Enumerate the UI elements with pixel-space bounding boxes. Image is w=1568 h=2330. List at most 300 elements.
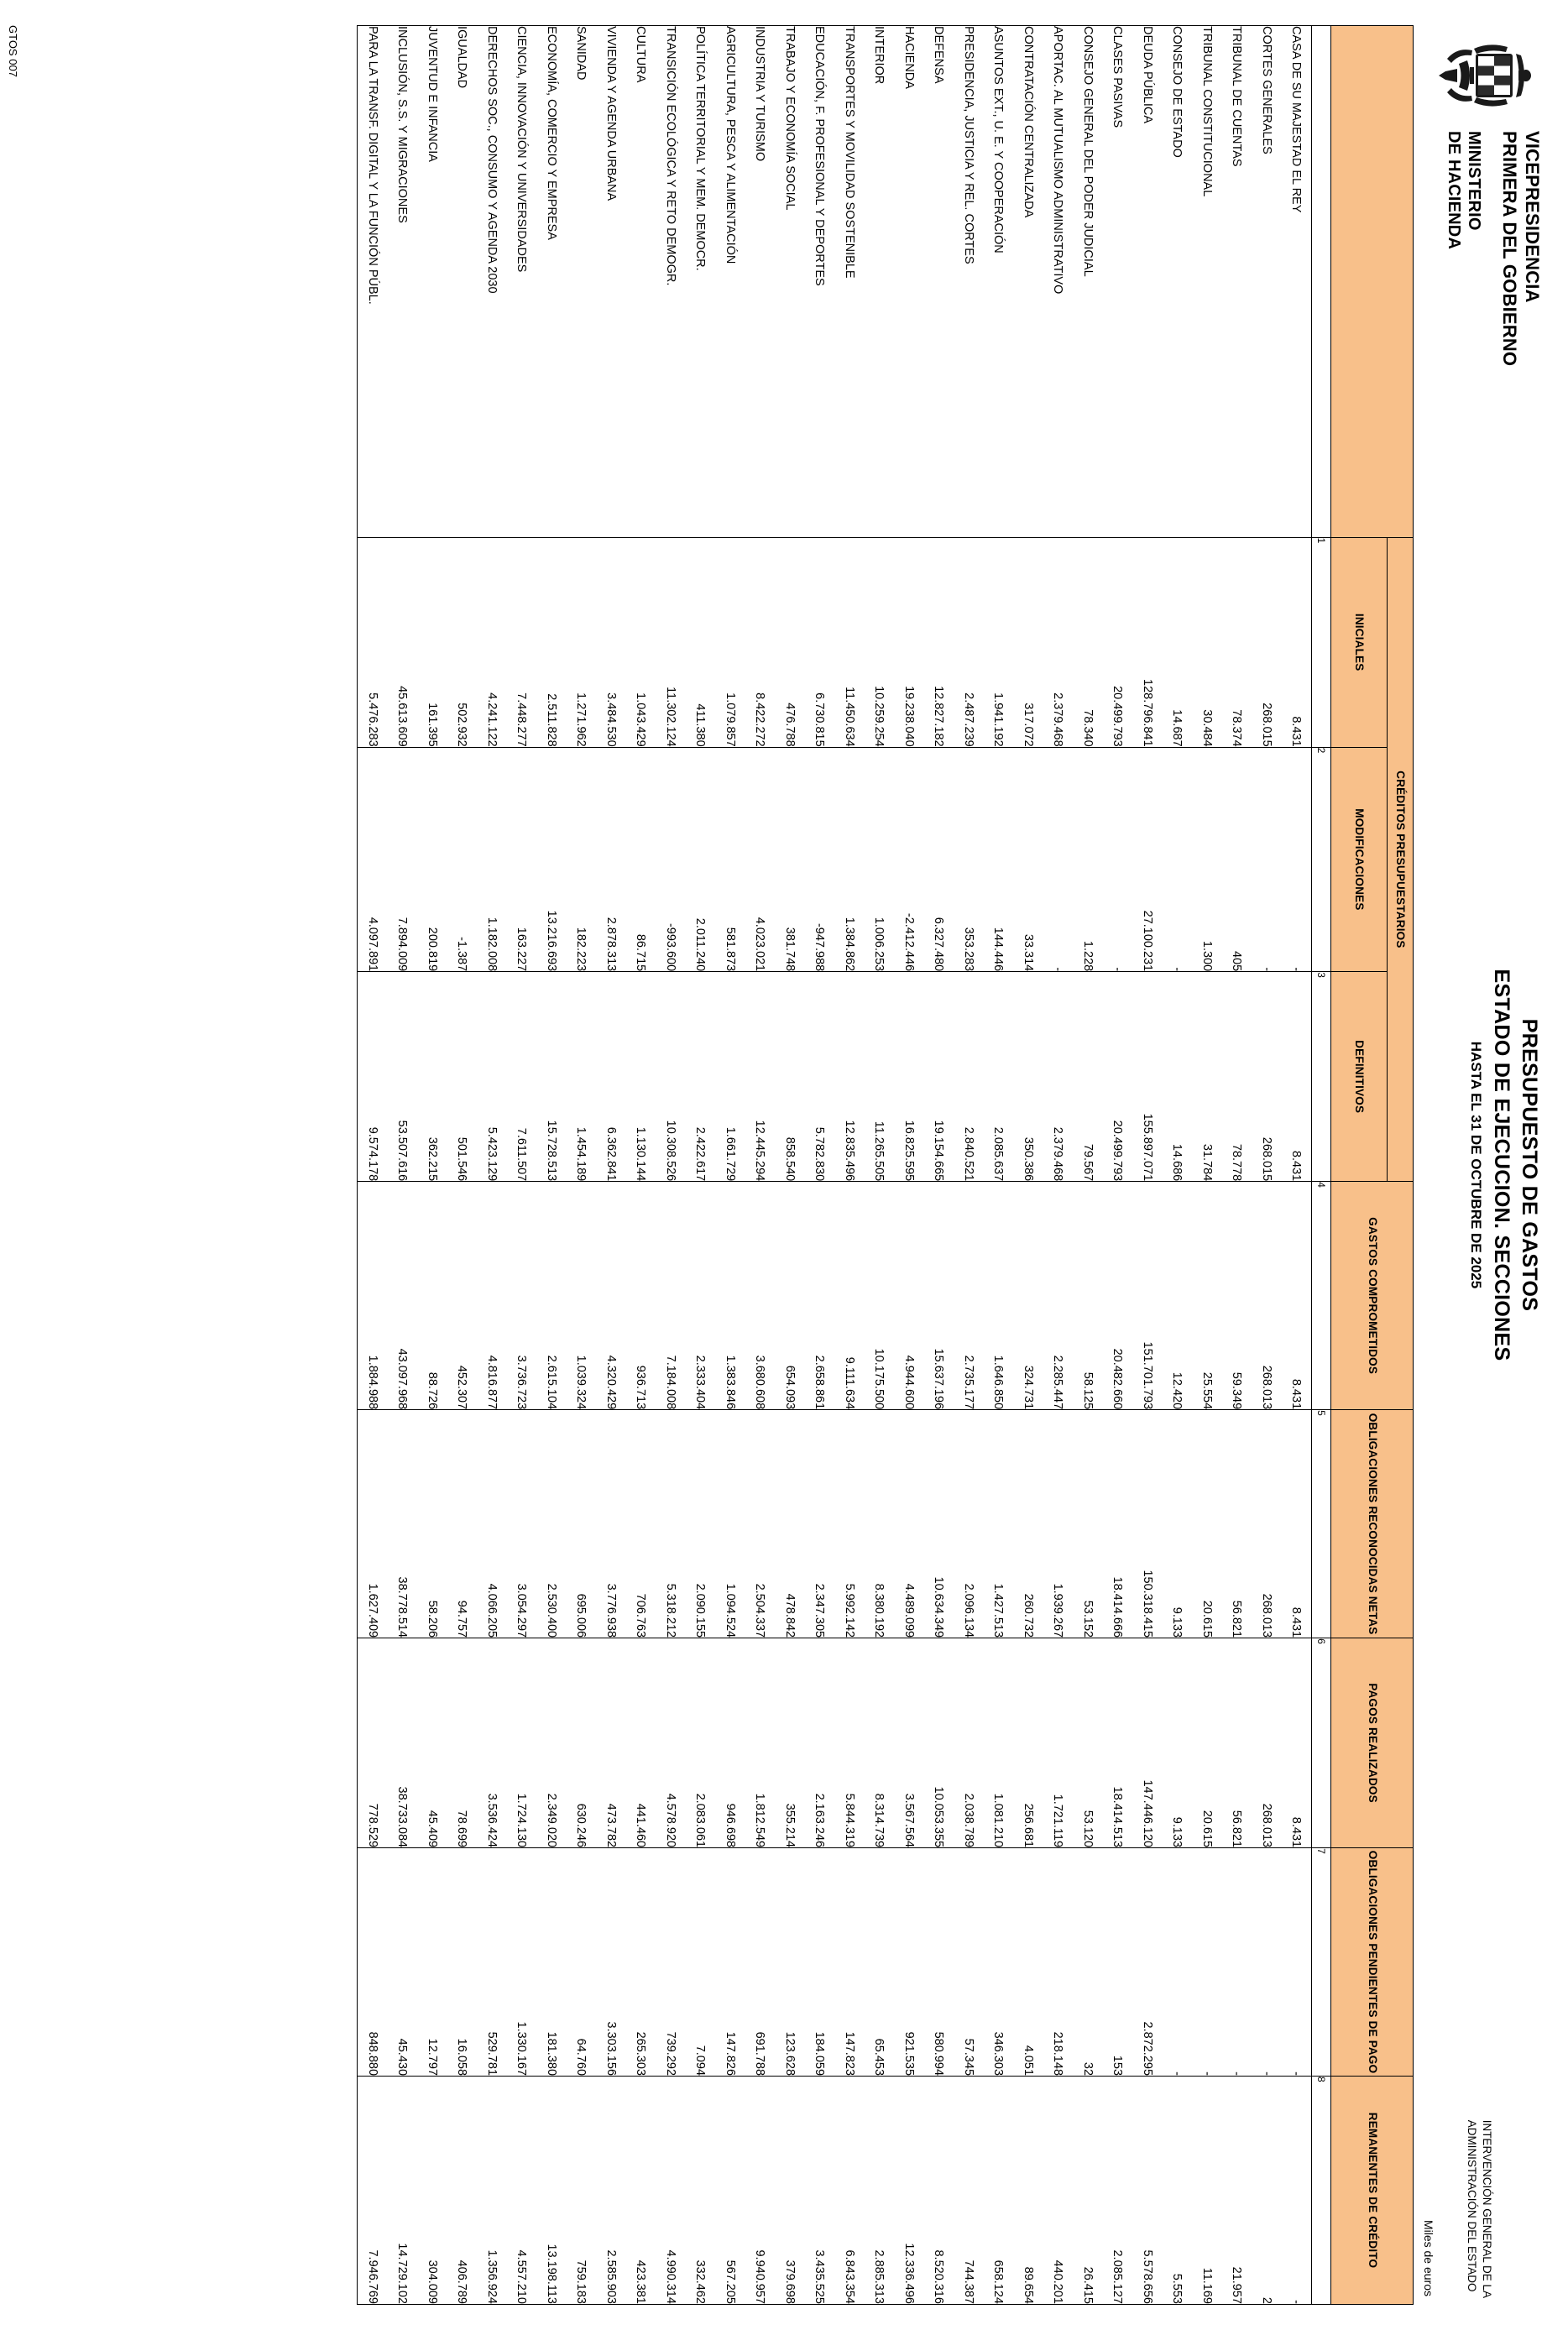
row-value: 12.420 — [1163, 1182, 1193, 1410]
row-value: 8.422.272 — [745, 537, 776, 747]
row-value: 332.462 — [686, 2077, 716, 2305]
row-value: 441.460 — [626, 1638, 656, 1848]
row-value: -1.387 — [447, 747, 478, 972]
header-definitivos: DEFINITIVOS — [1331, 972, 1388, 1182]
row-value: 13.198.113 — [536, 2077, 567, 2305]
row-value: 3.736.723 — [507, 1182, 537, 1410]
row-value: 4.557.210 — [507, 2077, 537, 2305]
row-value: - — [1252, 1848, 1282, 2077]
row-label: CONSEJO GENERAL DEL PODER JUDICIAL — [1073, 26, 1103, 538]
row-value: 6.843.354 — [834, 2077, 865, 2305]
row-value: 53.120 — [1073, 1638, 1103, 1848]
page-title — [1467, 25, 1541, 2305]
org-line-2: PRIMERA DEL GOBIERNO — [1499, 131, 1521, 367]
table-row — [567, 26, 597, 2305]
row-value: 7.184.008 — [656, 1182, 686, 1410]
table-row — [1192, 26, 1222, 2305]
row-value: 478.842 — [775, 1410, 805, 1638]
row-value: 1.383.846 — [715, 1182, 745, 1410]
row-value: 4.944.600 — [894, 1182, 924, 1410]
row-value: 1.300 — [1192, 747, 1222, 972]
row-value: 3.484.530 — [596, 537, 626, 747]
spain-coat-of-arms-icon — [1434, 30, 1534, 121]
row-value: 1.182.008 — [477, 747, 507, 972]
row-value: 2.487.239 — [954, 537, 984, 747]
table-row — [477, 26, 507, 2305]
row-value: - — [1222, 1848, 1252, 2077]
row-value: 848.880 — [358, 1848, 388, 2077]
row-label: HACIENDA — [894, 26, 924, 538]
row-value: 921.535 — [894, 1848, 924, 2077]
row-value: 53.507.616 — [388, 972, 418, 1182]
row-value: - — [1282, 747, 1312, 972]
row-value: 2.163.246 — [805, 1638, 835, 1848]
table-row — [1013, 26, 1043, 2305]
row-value: 58.206 — [417, 1410, 447, 1638]
row-value: 2.090.155 — [686, 1410, 716, 1638]
row-value: 5.423.129 — [477, 972, 507, 1182]
row-value: 56.821 — [1222, 1410, 1252, 1638]
row-value: 1.721.119 — [1043, 1638, 1074, 1848]
row-value: 11.169 — [1192, 2077, 1222, 2305]
row-value: 355.214 — [775, 1638, 805, 1848]
row-label: DEUDA PÚBLICA — [1132, 26, 1163, 538]
row-value: 33.314 — [1013, 747, 1043, 972]
row-value: 12.797 — [417, 1848, 447, 2077]
row-value: 4.320.429 — [596, 1182, 626, 1410]
row-value: 12.835.496 — [834, 972, 865, 1182]
row-value: 38.778.514 — [388, 1410, 418, 1638]
row-value: 3.567.564 — [894, 1638, 924, 1848]
table-row — [626, 26, 656, 2305]
row-value: 695.006 — [567, 1410, 597, 1638]
row-value: 4.816.877 — [477, 1182, 507, 1410]
row-value: 38.733.084 — [388, 1638, 418, 1848]
row-value: 1.081.210 — [984, 1638, 1014, 1848]
table-row — [656, 26, 686, 2305]
row-value: 5.578.656 — [1132, 2077, 1163, 2305]
row-value: 6.362.841 — [596, 972, 626, 1182]
row-label: INDUSTRIA Y TURISMO — [745, 26, 776, 538]
row-value: 15.728.513 — [536, 972, 567, 1182]
row-value: 4.097.891 — [358, 747, 388, 972]
row-value: 16.825.595 — [894, 972, 924, 1182]
row-value: 2.083.061 — [686, 1638, 716, 1848]
org-line-4: DE HACIENDA — [1444, 131, 1463, 250]
table-row — [1163, 26, 1193, 2305]
colnum-5: 5 — [1312, 1410, 1331, 1638]
row-value: 1.627.409 — [358, 1410, 388, 1638]
row-value: 11.302.124 — [656, 537, 686, 747]
row-label: CULTURA — [626, 26, 656, 538]
row-value: 12.445.294 — [745, 972, 776, 1182]
row-value: 8.431 — [1282, 1638, 1312, 1848]
row-value: 7.094 — [686, 1848, 716, 2077]
row-label: ASUNTOS EXT., U. E. Y COOPERACIÓN — [984, 26, 1014, 538]
row-value: 181.380 — [536, 1848, 567, 2077]
row-value: 581.873 — [715, 747, 745, 972]
row-label: JUVENTUD E INFANCIA — [417, 26, 447, 538]
row-value: 7.946.769 — [358, 2077, 388, 2305]
table-row — [1043, 26, 1074, 2305]
colnum-4: 4 — [1312, 1182, 1331, 1410]
colnum-blank — [1312, 26, 1331, 538]
row-value: 567.205 — [715, 2077, 745, 2305]
org-line-1: VICEPRESIDENCIA — [1522, 131, 1543, 303]
row-value: 2.096.134 — [954, 1410, 984, 1638]
row-value: 4.066.205 — [477, 1410, 507, 1638]
table-row — [924, 26, 954, 2305]
row-value: 27.100.231 — [1132, 747, 1163, 972]
title-line-3: HASTA EL 31 DE OCTUBRE DE 2025 — [1468, 1041, 1484, 1289]
row-value: 739.292 — [656, 1848, 686, 2077]
header-iniciales: INICIALES — [1331, 537, 1388, 747]
row-value: 20.615 — [1192, 1410, 1222, 1638]
row-value: 9.133 — [1163, 1410, 1193, 1638]
row-label: SANIDAD — [567, 26, 597, 538]
row-label: CASA DE SU MAJESTAD EL REY — [1282, 26, 1312, 538]
row-value: 78.374 — [1222, 537, 1252, 747]
row-value: 2.085.127 — [1103, 2077, 1133, 2305]
row-value: 3.536.424 — [477, 1638, 507, 1848]
row-value: 268.013 — [1252, 1182, 1282, 1410]
row-value: 20.499.793 — [1103, 972, 1133, 1182]
row-label: APORTAC. AL MUTUALISMO ADMINISTRATIVO — [1043, 26, 1074, 538]
table-row — [1222, 26, 1252, 2305]
row-value: 147.823 — [834, 1848, 865, 2077]
row-value: 8.431 — [1282, 1182, 1312, 1410]
row-value: 2.530.400 — [536, 1410, 567, 1638]
row-value: 43.097.968 — [388, 1182, 418, 1410]
row-value: 2.872.295 — [1132, 1848, 1163, 2077]
row-value: 440.201 — [1043, 2077, 1074, 2305]
table-row — [1282, 26, 1312, 2305]
row-value: 1.812.549 — [745, 1638, 776, 1848]
row-value: 452.307 — [447, 1182, 478, 1410]
colnum-6: 6 — [1312, 1638, 1331, 1848]
row-value: 7.611.507 — [507, 972, 537, 1182]
row-value: 3.303.156 — [596, 1848, 626, 2077]
row-value: 128.796.841 — [1132, 537, 1163, 747]
row-value: 1.130.144 — [626, 972, 656, 1182]
colnum-7: 7 — [1312, 1848, 1331, 2077]
row-label: AGRICULTURA, PESCA Y ALIMENTACIÓN — [715, 26, 745, 538]
row-value: 20.615 — [1192, 1638, 1222, 1848]
row-label: INTERIOR — [865, 26, 895, 538]
row-value: 182.223 — [567, 747, 597, 972]
header-remanentes-de-credito: REMANENTES DE CRÉDITO — [1331, 2077, 1414, 2305]
row-value: 2.615.104 — [536, 1182, 567, 1410]
row-value: 2.840.521 — [954, 972, 984, 1182]
colnum-1: 1 — [1312, 537, 1331, 747]
row-value: 8.431 — [1282, 537, 1312, 747]
colnum-8: 8 — [1312, 2077, 1331, 2305]
row-value: 304.009 — [417, 2077, 447, 2305]
table-row — [954, 26, 984, 2305]
row-value: 2.878.313 — [596, 747, 626, 972]
row-value: 1.356.924 — [477, 2077, 507, 2305]
row-value: 260.732 — [1013, 1410, 1043, 1638]
row-value: 268.015 — [1252, 972, 1282, 1182]
row-value: 78.340 — [1073, 537, 1103, 747]
row-value: 16.058 — [447, 1848, 478, 2077]
row-value: 7.448.277 — [507, 537, 537, 747]
table-row — [715, 26, 745, 2305]
table-row — [417, 26, 447, 2305]
row-label: DEFENSA — [924, 26, 954, 538]
row-value: 501.546 — [447, 972, 478, 1182]
table-body — [358, 26, 1331, 2305]
row-value: 2.379.468 — [1043, 537, 1074, 747]
table-row — [805, 26, 835, 2305]
row-value: 1.454.189 — [567, 972, 597, 1182]
row-value: 88.726 — [417, 1182, 447, 1410]
row-value: 1.941.192 — [984, 537, 1014, 747]
row-value: 744.387 — [954, 2077, 984, 2305]
title-line-2: ESTADO DE EJECUCION. SECCIONES — [1490, 969, 1513, 1361]
row-value: 9.133 — [1163, 1638, 1193, 1848]
row-value: - — [1282, 2077, 1312, 2305]
row-value: 4.023.021 — [745, 747, 776, 972]
row-value: 1.384.862 — [834, 747, 865, 972]
row-value: 86.715 — [626, 747, 656, 972]
row-label: TRIBUNAL DE CUENTAS — [1222, 26, 1252, 538]
row-value: 153 — [1103, 1848, 1133, 2077]
row-value: 4.990.314 — [656, 2077, 686, 2305]
row-value: 473.782 — [596, 1638, 626, 1848]
row-value: 2.038.789 — [954, 1638, 984, 1848]
header-gastos-comprometidos: GASTOS COMPROMETIDOS — [1331, 1182, 1414, 1410]
row-value: 580.994 — [924, 1848, 954, 2077]
row-value: 200.819 — [417, 747, 447, 972]
row-value: 324.731 — [1013, 1182, 1043, 1410]
row-label: INCLUSIÓN, S.S. Y MIGRACIONES — [388, 26, 418, 538]
row-value: 65.453 — [865, 1848, 895, 2077]
row-value: 2.285.447 — [1043, 1182, 1074, 1410]
row-value: 144.446 — [984, 747, 1014, 972]
row-value: 14.686 — [1163, 972, 1193, 1182]
page-header — [1420, 25, 1546, 2305]
table-row — [984, 26, 1014, 2305]
org-line-3: MINISTERIO — [1465, 131, 1484, 231]
row-value: 3.435.525 — [805, 2077, 835, 2305]
row-value: 6.730.815 — [805, 537, 835, 747]
row-value: 658.124 — [984, 2077, 1014, 2305]
row-value: - — [1103, 747, 1133, 972]
row-value: 11.450.634 — [834, 537, 865, 747]
row-value: 20.482.660 — [1103, 1182, 1133, 1410]
row-label: CLASES PASIVAS — [1103, 26, 1133, 538]
row-value: - — [1043, 747, 1074, 972]
row-value: 858.540 — [775, 972, 805, 1182]
row-value: 2.422.617 — [686, 972, 716, 1182]
row-value: 45.430 — [388, 1848, 418, 2077]
row-value: 1.006.253 — [865, 747, 895, 972]
row-label: VIVIENDA Y AGENDA URBANA — [596, 26, 626, 538]
row-value: 2.349.020 — [536, 1638, 567, 1848]
row-value: 1.661.729 — [715, 972, 745, 1182]
row-value: - — [1282, 1848, 1312, 2077]
row-value: 78.699 — [447, 1638, 478, 1848]
row-value: 18.414.666 — [1103, 1410, 1133, 1638]
row-value: 759.183 — [567, 2077, 597, 2305]
row-value: 423.381 — [626, 2077, 656, 2305]
row-value: 406.789 — [447, 2077, 478, 2305]
row-value: 57.345 — [954, 1848, 984, 2077]
row-value: 5.844.319 — [834, 1638, 865, 1848]
row-value: 936.713 — [626, 1182, 656, 1410]
row-value: 529.781 — [477, 1848, 507, 2077]
row-label: CONSEJO DE ESTADO — [1163, 26, 1193, 538]
row-value: 32 — [1073, 1848, 1103, 2077]
column-number-row — [1312, 26, 1331, 2305]
row-value: 256.681 — [1013, 1638, 1043, 1848]
row-value: 4.489.099 — [894, 1410, 924, 1638]
table-row — [358, 26, 388, 2305]
row-value: - — [1192, 1848, 1222, 2077]
row-label: CONTRATACIÓN CENTRALIZADA — [1013, 26, 1043, 538]
row-label: CORTES GENERALES — [1252, 26, 1282, 538]
row-value: 5.553 — [1163, 2077, 1193, 2305]
row-value: 218.148 — [1043, 1848, 1074, 2077]
table-row — [686, 26, 716, 2305]
row-value: 161.395 — [417, 537, 447, 747]
row-value: 78.778 — [1222, 972, 1252, 1182]
row-value: 5.476.283 — [358, 537, 388, 747]
row-value: 64.760 — [567, 1848, 597, 2077]
row-value: -993.600 — [656, 747, 686, 972]
row-value: 3.054.297 — [507, 1410, 537, 1638]
row-label: TRANSICIÓN ECOLÓGICA Y RETO DEMOGR. — [656, 26, 686, 538]
row-value: 1.724.130 — [507, 1638, 537, 1848]
row-value: 2.333.404 — [686, 1182, 716, 1410]
header-corner — [1331, 26, 1414, 538]
row-value: 1.079.857 — [715, 537, 745, 747]
row-value: 9.574.178 — [358, 972, 388, 1182]
row-value: 1.094.524 — [715, 1410, 745, 1638]
row-label: PRESIDENCIA, JUSTICIA Y REL. CORTES — [954, 26, 984, 538]
row-label: TRIBUNAL CONSTITUCIONAL — [1192, 26, 1222, 538]
row-value: 53.152 — [1073, 1410, 1103, 1638]
row-value: - — [1252, 747, 1282, 972]
row-value: 26.415 — [1073, 2077, 1103, 2305]
row-label: TRABAJO Y ECONOMÍA SOCIAL — [775, 26, 805, 538]
row-value: 5.782.830 — [805, 972, 835, 1182]
row-value: 381.748 — [775, 747, 805, 972]
table-row — [507, 26, 537, 2305]
row-value: 778.529 — [358, 1638, 388, 1848]
row-value: 1.330.167 — [507, 1848, 537, 2077]
row-value: 10.175.500 — [865, 1182, 895, 1410]
row-value: 2.585.903 — [596, 2077, 626, 2305]
row-value: 150.318.415 — [1132, 1410, 1163, 1638]
row-value: 19.154.665 — [924, 972, 954, 1182]
row-value: 362.215 — [417, 972, 447, 1182]
row-value: 45.613.609 — [388, 537, 418, 747]
row-value: 8.520.316 — [924, 2077, 954, 2305]
row-value: 1.884.988 — [358, 1182, 388, 1410]
row-value: 56.821 — [1222, 1638, 1252, 1848]
row-value: 502.932 — [447, 537, 478, 747]
row-value: 94.757 — [447, 1410, 478, 1638]
igae-line-2: ADMINISTRACIÓN DEL ESTADO — [1465, 2119, 1478, 2292]
report-code: GTOS 007 — [7, 25, 19, 77]
table-row — [745, 26, 776, 2305]
row-value: 353.283 — [954, 747, 984, 972]
row-value: 654.093 — [775, 1182, 805, 1410]
row-label: CIENCIA, INNOVACIÓN Y UNIVERSIDADES — [507, 26, 537, 538]
header-obligaciones-reconocidas-netas: OBLIGACIONES RECONOCIDAS NETAS — [1331, 1410, 1414, 1638]
row-value: 147.826 — [715, 1848, 745, 2077]
row-value: 15.637.196 — [924, 1182, 954, 1410]
row-value: 411.380 — [686, 537, 716, 747]
row-value: -2.412.446 — [894, 747, 924, 972]
header-group-creditos: CRÉDITOS PRESUPUESTARIOS — [1388, 537, 1414, 1182]
table-row — [1073, 26, 1103, 2305]
title-line-1: PRESUPUESTO DE GASTOS — [1518, 1018, 1541, 1312]
table-row — [894, 26, 924, 2305]
table-row — [596, 26, 626, 2305]
row-value: 14.729.102 — [388, 2077, 418, 2305]
row-value: 10.634.349 — [924, 1410, 954, 1638]
row-value: 163.227 — [507, 747, 537, 972]
table-header — [1331, 26, 1414, 2305]
row-value: 18.414.513 — [1103, 1638, 1133, 1848]
row-value: 706.763 — [626, 1410, 656, 1638]
row-value: 2.085.637 — [984, 972, 1014, 1182]
row-value: 1.043.429 — [626, 537, 656, 747]
units-label: Miles de euros — [1422, 2219, 1435, 2296]
table-row — [447, 26, 478, 2305]
header-pagos-realizados: PAGOS REALIZADOS — [1331, 1638, 1414, 1848]
row-value: 59.349 — [1222, 1182, 1252, 1410]
header-obligaciones-pendientes-de-pago: OBLIGACIONES PENDIENTES DE PAGO — [1331, 1848, 1414, 2077]
row-value: 8.314.739 — [865, 1638, 895, 1848]
row-value: 147.446.120 — [1132, 1638, 1163, 1848]
row-value: 2.379.468 — [1043, 972, 1074, 1182]
row-value: 58.125 — [1073, 1182, 1103, 1410]
row-value: 379.698 — [775, 2077, 805, 2305]
row-value: 14.687 — [1163, 537, 1193, 747]
row-label: PARA LA TRANSF. DIGITAL Y LA FUNCIÓN PÚBL. — [358, 26, 388, 538]
row-value: 155.897.071 — [1132, 972, 1163, 1182]
row-value: 2.735.177 — [954, 1182, 984, 1410]
row-value: 9.940.957 — [745, 2077, 776, 2305]
row-value: 13.216.693 — [536, 747, 567, 972]
table-row — [1103, 26, 1133, 2305]
organization-block — [1444, 131, 1543, 366]
row-value: 2.511.828 — [536, 537, 567, 747]
row-value: 1.427.513 — [984, 1410, 1014, 1638]
row-value: 12.336.496 — [894, 2077, 924, 2305]
row-value: 268.013 — [1252, 1410, 1282, 1638]
row-value: 6.327.480 — [924, 747, 954, 972]
row-value: 3.680.608 — [745, 1182, 776, 1410]
row-value: 405 — [1222, 747, 1252, 972]
row-value: 268.013 — [1252, 1638, 1282, 1848]
row-value: 151.701.793 — [1132, 1182, 1163, 1410]
colnum-2: 2 — [1312, 747, 1331, 972]
row-value: 79.567 — [1073, 972, 1103, 1182]
row-value: 2.658.861 — [805, 1182, 835, 1410]
row-value: 12.827.182 — [924, 537, 954, 747]
row-value: 2.011.240 — [686, 747, 716, 972]
row-value: - — [1163, 747, 1193, 972]
igae-line-1: INTERVENCIÓN GENERAL DE LA — [1481, 2119, 1493, 2298]
row-value: 10.308.526 — [656, 972, 686, 1182]
row-value: 4.051 — [1013, 1848, 1043, 2077]
row-value: 350.386 — [1013, 972, 1043, 1182]
